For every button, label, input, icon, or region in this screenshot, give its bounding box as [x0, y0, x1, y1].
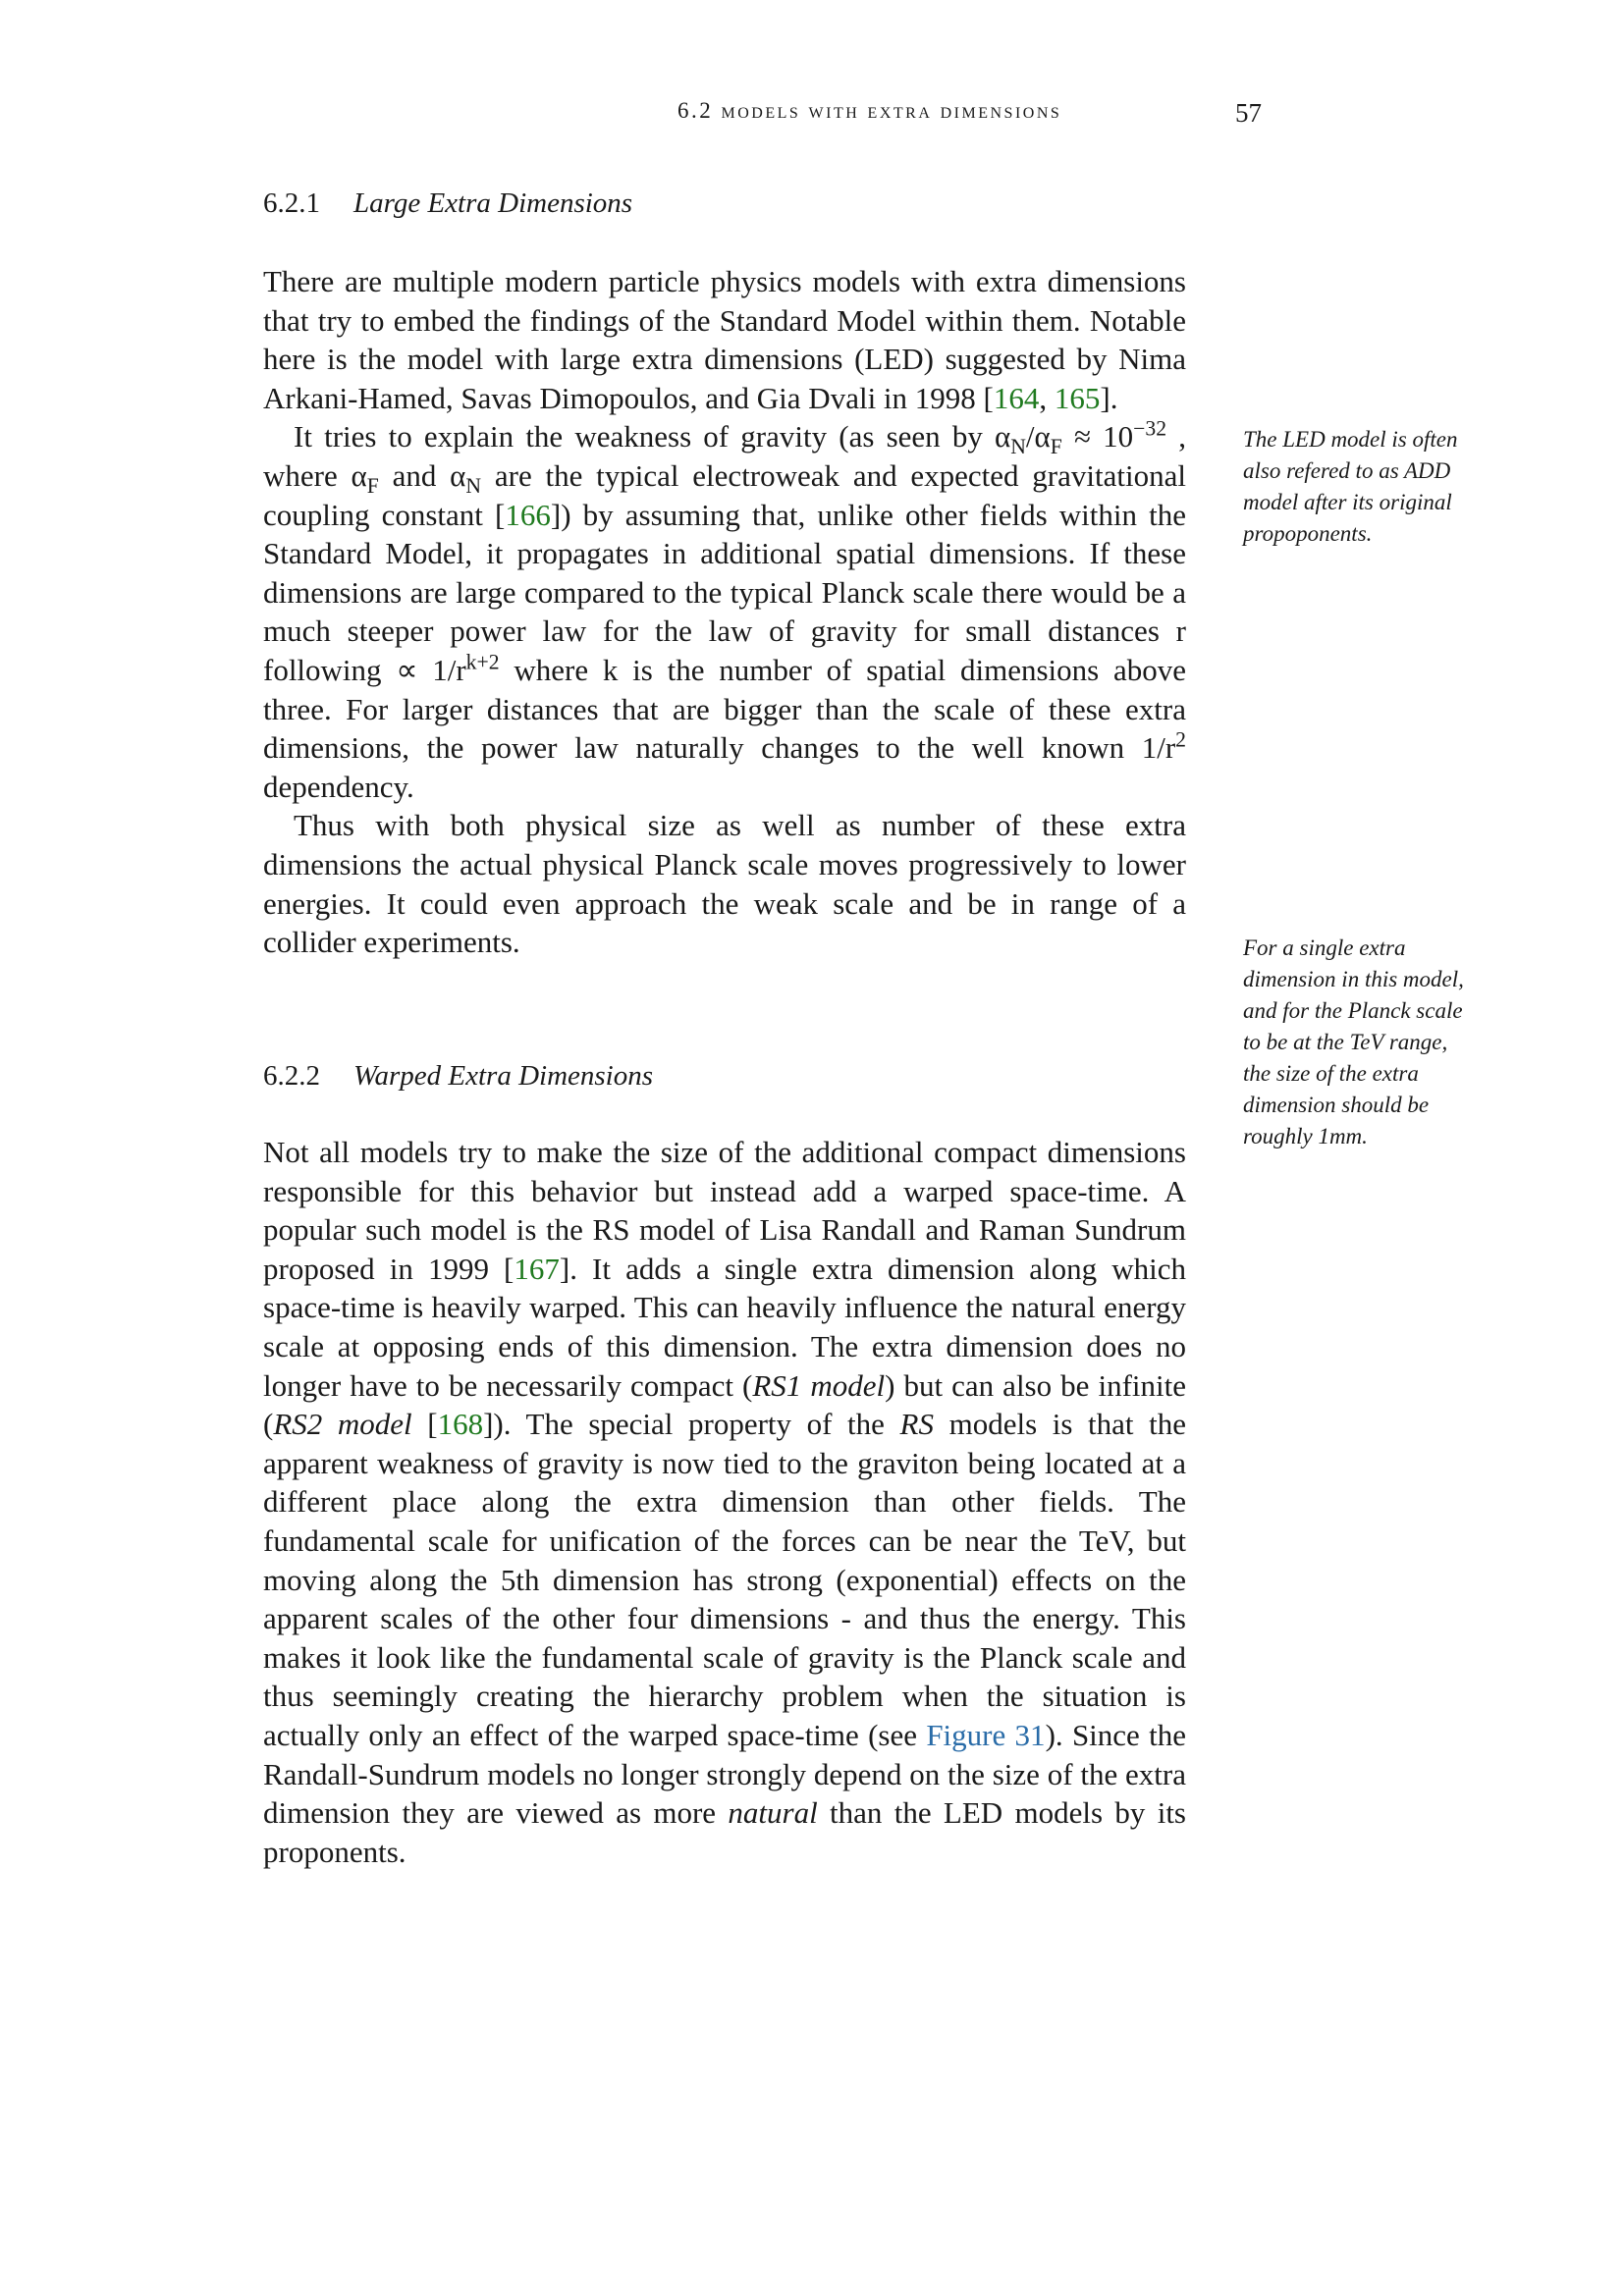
page-number: 57 — [1235, 98, 1262, 128]
section-heading-warped-extra-dimensions — [263, 1060, 653, 1093]
margin-note-extra-dimension-size: For a single extra dimension in this model, and for the Planck scale to be at the TeV range, the size of the extra dimension should be roughly 1mm. — [1243, 935, 1464, 1148]
text-run: ). Since the Randall-Sundrum models no longer strongly depend on the size of the extra dimension they are viewed as more — [263, 1717, 1186, 1831]
superscript: −32 — [1133, 417, 1167, 442]
citation-link[interactable]: 167 — [514, 1251, 560, 1286]
text-run: models is that the apparent weakness of gravity is now tied to the graviton being located at a different place along the extra dimension than other fields. The fundamental scale for unification of the forces can be near the TeV, but moving along the 5th dimension has strong (exponential) effects on the apparent scales of the other four dimensions - and thus the energy. This makes it look like the fundamental scale of gravity is the Planck scale and thus seemingly creating the hierarchy problem when the situation is actually only an effect of the warped space-time (see — [263, 1407, 1186, 1752]
section-heading-large-extra-dimensions — [263, 187, 632, 220]
text-run: where k is the number of spatial dimensions above three. For larger distances that are bigger than the scale of these extra dimensions, the power law naturally changes to the well known 1/r — [263, 652, 1186, 766]
citation-link[interactable]: 165 — [1054, 380, 1101, 415]
text-run: Not all models try to make the size of the additional compact dimensions responsible for this behavior but instead add a warped space-time. A popular such model is the RS model of Lisa Randall and Raman Sundrum proposed in 1999 [ — [263, 1135, 1186, 1286]
text-run: are the typical electroweak and expected gravitational coupling constant [ — [263, 457, 1186, 532]
running-header — [668, 98, 1262, 137]
text-run: than the LED models by its proponents. — [263, 1795, 1186, 1869]
section-number: 6.2.2 — [263, 1060, 320, 1092]
text-run: [ — [411, 1407, 438, 1442]
section-title: Warped Extra Dimensions — [353, 1060, 654, 1092]
text-run: , — [1039, 380, 1055, 415]
text-run: ]. It adds a single extra dimension along which space-time is heavily warped. This can heavily influence the natural energy scale at opposing ends of this dimension. The extra dimension does no longer have to be necessarily compact ( — [263, 1251, 1187, 1403]
text-run: There are multiple modern particle physics models with extra dimensions that try to embed the findings of the Standard Model within them. Notable here is the model with large extra dimensions (LED) suggested by Nima Arkani-Hamed, Savas Dimopoulos, and Gia Dvali in 1998 [ — [263, 264, 1186, 415]
italic-term: natural — [728, 1795, 818, 1831]
section-title: Large Extra Dimensions — [353, 187, 633, 219]
text-run: ) but can also be infinite ( — [263, 1367, 1186, 1442]
text-run: and α — [378, 457, 466, 493]
section-body-led — [263, 262, 1186, 962]
figure-link[interactable]: Figure 31 — [926, 1717, 1046, 1752]
text-run: ]). The special property of the — [483, 1407, 900, 1442]
superscript: 2 — [1175, 727, 1186, 752]
text-run: It tries to explain the weakness of gravity (as seen by α — [294, 419, 1011, 454]
paragraph — [263, 1133, 1186, 1871]
paragraph — [263, 417, 1186, 806]
paragraph: Thus with both physical size as well as number of these extra dimensions the actual physical Planck scale moves progressively to lower energies. It could even approach the weak scale and be in range of a collider experiments. — [263, 808, 1186, 960]
paragraph — [263, 262, 1186, 417]
citation-link[interactable]: 168 — [437, 1407, 484, 1442]
superscript: k+2 — [465, 650, 500, 674]
text-run: ]. — [1100, 380, 1118, 415]
subscript: F — [1050, 435, 1062, 459]
text-run: /α — [1025, 419, 1051, 454]
text-run: , where α — [263, 419, 1187, 493]
margin-note-add-model: The LED model is often also refered to as ADD model after its original propoponents. — [1243, 427, 1458, 546]
text-run: ]) by assuming that, unlike other fields within the Standard Model, it propagates in additional spatial dimensions. If these dimensions are large compared to the typical Planck scale there would be a much steeper power law for the law of gravity for small distances r following ∝ 1/r — [263, 497, 1186, 687]
section-number: 6.2.1 — [263, 187, 320, 219]
citation-link[interactable]: 166 — [505, 497, 551, 532]
subscript: N — [1010, 435, 1026, 459]
text-run: ≈ 10 — [1061, 419, 1134, 454]
italic-term: RS2 model — [273, 1407, 412, 1442]
italic-term: RS — [899, 1407, 934, 1442]
subscript: F — [366, 474, 379, 499]
citation-link[interactable]: 164 — [993, 380, 1040, 415]
text-run: dependency. — [263, 769, 414, 804]
italic-term: RS1 model — [752, 1367, 886, 1403]
subscript: N — [465, 474, 482, 499]
section-body-warped — [263, 1133, 1186, 1871]
header-section-title: 6.2 models with extra dimensions — [677, 98, 1062, 123]
